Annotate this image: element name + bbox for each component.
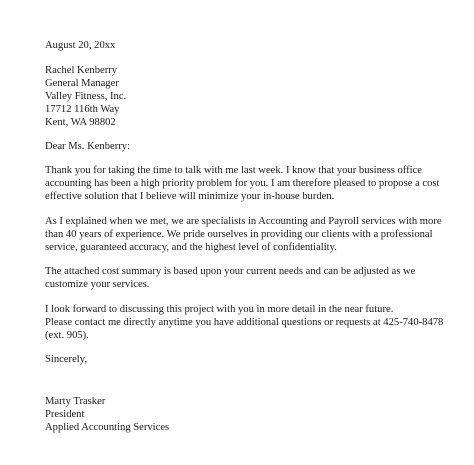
signature-company: Applied Accounting Services [45,422,170,433]
paragraph-2-line-2: than 40 years of experience. We pride ourselves in providing our clients with a professional [45,229,433,240]
salutation: Dear Ms. Kenberry: [45,141,131,152]
recipient-city: Kent, WA 98802 [45,117,116,128]
recipient-company: Valley Fitness, Inc. [45,91,127,102]
recipient-street: 17712 116th Way [45,104,120,115]
paragraph-3-line-2: customize your services. [45,279,150,290]
paragraph-1-line-3: effective solution that I believe will minimize your in-house burden. [45,191,335,202]
recipient-title: General Manager [45,78,119,89]
paragraph-2-line-1: As I explained when we met, we are specialists in Accounting and Payroll services with more [45,216,442,227]
signature-title: President [45,409,85,420]
paragraph-4-line-1: I look forward to discussing this project with you in more detail in the near future. [45,304,394,315]
paragraph-2-line-3: service, guaranteed accuracy, and the highest level of confidentiality. [45,242,337,253]
signature-name: Marty Trasker [45,396,106,407]
closing: Sincerely, [45,354,87,365]
paragraph-3-line-1: The attached cost summary is based upon your current needs and can be adjusted as we [45,266,416,277]
recipient-name: Rachel Kenberry [45,65,118,76]
letter-date: August 20, 20xx [45,40,116,51]
paragraph-1-line-2: accounting has been a high priority problem for you. I am therefore pleased to propose a cost [45,178,440,189]
paragraph-1-line-1: Thank you for taking the time to talk with me last week. I know that your business office [45,165,422,176]
paragraph-4-line-3: (ext. 905). [45,330,89,341]
paragraph-4-line-2: Please contact me directly anytime you have additional questions or requests at 425-740-8478 [45,317,444,328]
